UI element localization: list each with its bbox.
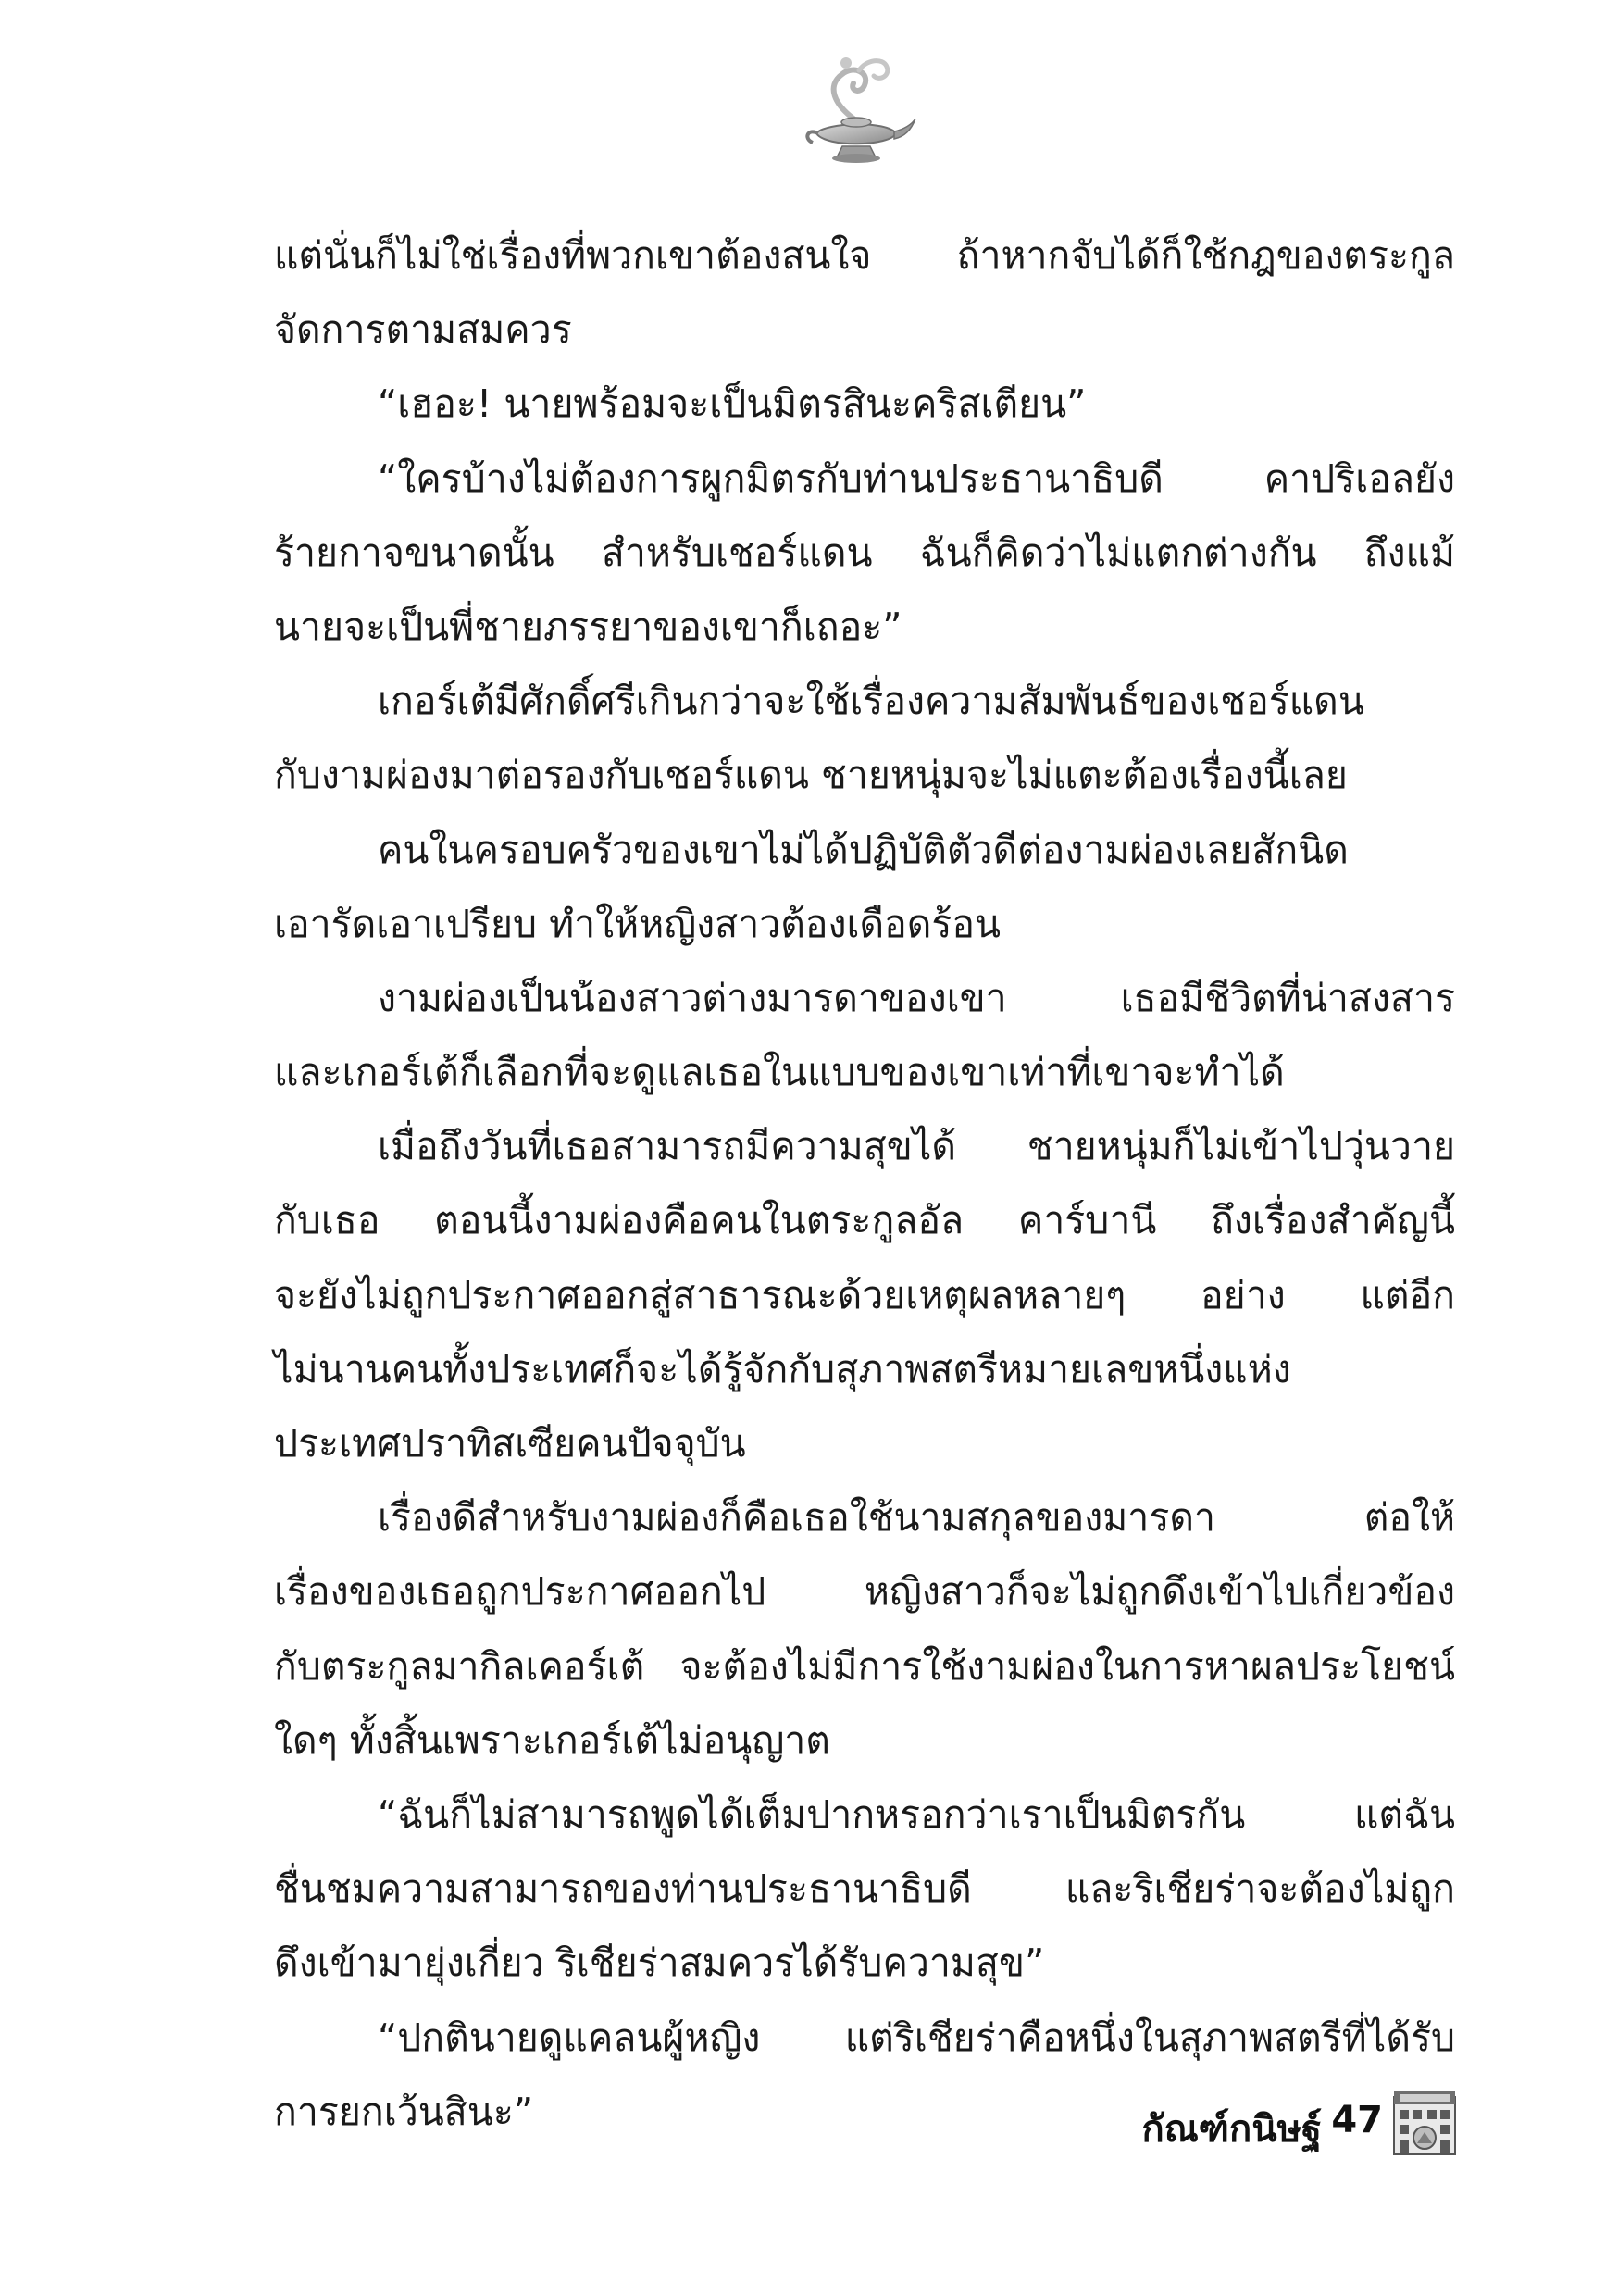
paragraph-line: “ฉันก็ไม่สามารถพูดได้เต็มปากหรอกว่าเราเป็นมิตรกัน แต่ฉัน <box>378 1791 1455 1837</box>
paragraph-line: กับตระกูลมากิลเคอร์เต้ จะต้องไม่มีการใช้งามผ่องในการหาผลประโยชน์ <box>274 1643 1455 1689</box>
body-text <box>274 218 1455 2149</box>
paragraph-line: กับเธอ ตอนนี้งามผ่องคือคนในตระกูลอัล คาร์บานี ถึงเรื่องสำคัญนี้ <box>274 1198 1455 1243</box>
paragraph-line: แต่นั่นก็ไม่ใช่เรื่องที่พวกเขาต้องสนใจ ถ้าหากจับได้ก็ใช้กฎของตระกูล <box>274 233 1455 278</box>
paragraph-line: จัดการตามสมควร <box>274 307 572 353</box>
paragraph-line: ดึงเข้ามายุ่งเกี่ยว ริเชียร่าสมควรได้รับความสุข” <box>274 1940 1045 1986</box>
paragraph-line: เรื่องดีสำหรับงามผ่องก็คือเธอใช้นามสกุลของมารดา ต่อให้ <box>378 1495 1455 1541</box>
paragraph-line: งามผ่องเป็นน้องสาวต่างมารดาของเขา เธอมีชีวิตที่น่าสงสาร <box>378 975 1455 1020</box>
paragraph-line: กับงามผ่องมาต่อรองกับเชอร์แดน ชายหนุ่มจะไม่แตะต้องเรื่องนี้เลย <box>274 753 1348 798</box>
paragraph-line: “ใครบ้างไม่ต้องการผูกมิตรกับท่านประธานาธิบดี คาปริเอลยัง <box>378 455 1455 501</box>
paragraph-line: เกอร์เต้มีศักดิ์ศรีเกินกว่าจะใช้เรื่องความสัมพันธ์ของเชอร์แดน <box>378 679 1364 724</box>
paragraph-line: เรื่องของเธอถูกประกาศออกไป หญิงสาวก็จะไม่ถูกดึงเข้าไปเกี่ยวข้อง <box>274 1569 1455 1615</box>
paragraph-line: ใดๆ ทั้งสิ้นเพราะเกอร์เต้ไม่อนุญาต <box>274 1717 830 1763</box>
paragraph-line: คนในครอบครัวของเขาไม่ได้ปฏิบัติตัวดีต่องามผ่องเลยสักนิด <box>378 827 1349 872</box>
paragraph-line: ชื่นชมความสามารถของท่านประธานาธิบดี และริเชียร่าจะต้องไม่ถูก <box>274 1866 1455 1912</box>
paragraph-line: “ปกตินายดูแคลนผู้หญิง แต่ริเชียร่าคือหนึ่งในสุภาพสตรีที่ได้รับ <box>378 2015 1455 2060</box>
paragraph-line: “เฮอะ! นายพร้อมจะเป็นมิตรสินะคริสเตียน” <box>378 381 1087 427</box>
paragraph-line: และเกอร์เต้ก็เลือกที่จะดูแลเธอในแบบของเขาเท่าที่เขาจะทำได้ <box>274 1050 1285 1095</box>
publisher-building-logo-icon <box>1392 2090 1457 2156</box>
genie-lamp-icon <box>798 54 918 169</box>
paragraph-line: การยกเว้นสินะ” <box>274 2089 534 2134</box>
page-footer <box>1055 2088 1472 2162</box>
paragraph-line: นายจะเป็นพี่ชายภรรยาของเขาก็เถอะ” <box>274 604 902 649</box>
page-number: 47 <box>1331 2099 1383 2141</box>
paragraph-line: ไม่นานคนทั้งประเทศก็จะได้รู้จักกับสุภาพสตรีหมายเลขหนึ่งแห่ง <box>274 1346 1291 1391</box>
paragraph-line: ประเทศปราทิสเซียคนปัจจุบัน <box>274 1421 746 1466</box>
paragraph-line: จะยังไม่ถูกประกาศออกสู่สาธารณะด้วยเหตุผลหลายๆ อย่าง แต่อีก <box>274 1272 1455 1317</box>
paragraph-line: เมื่อถึงวันที่เธอสามารถมีความสุขได้ ชายหนุ่มก็ไม่เข้าไปวุ่นวาย <box>378 1124 1455 1169</box>
book-title: กัณฑ์กนิษฐ์ <box>1141 2108 1322 2151</box>
paragraph-line: เอารัดเอาเปรียบ ทำให้หญิงสาวต้องเดือดร้อน <box>274 901 1002 946</box>
paragraph-line: ร้ายกาจขนาดนั้น สำหรับเชอร์แดน ฉันก็คิดว่าไม่แตกต่างกัน ถึงแม้ <box>274 530 1455 575</box>
